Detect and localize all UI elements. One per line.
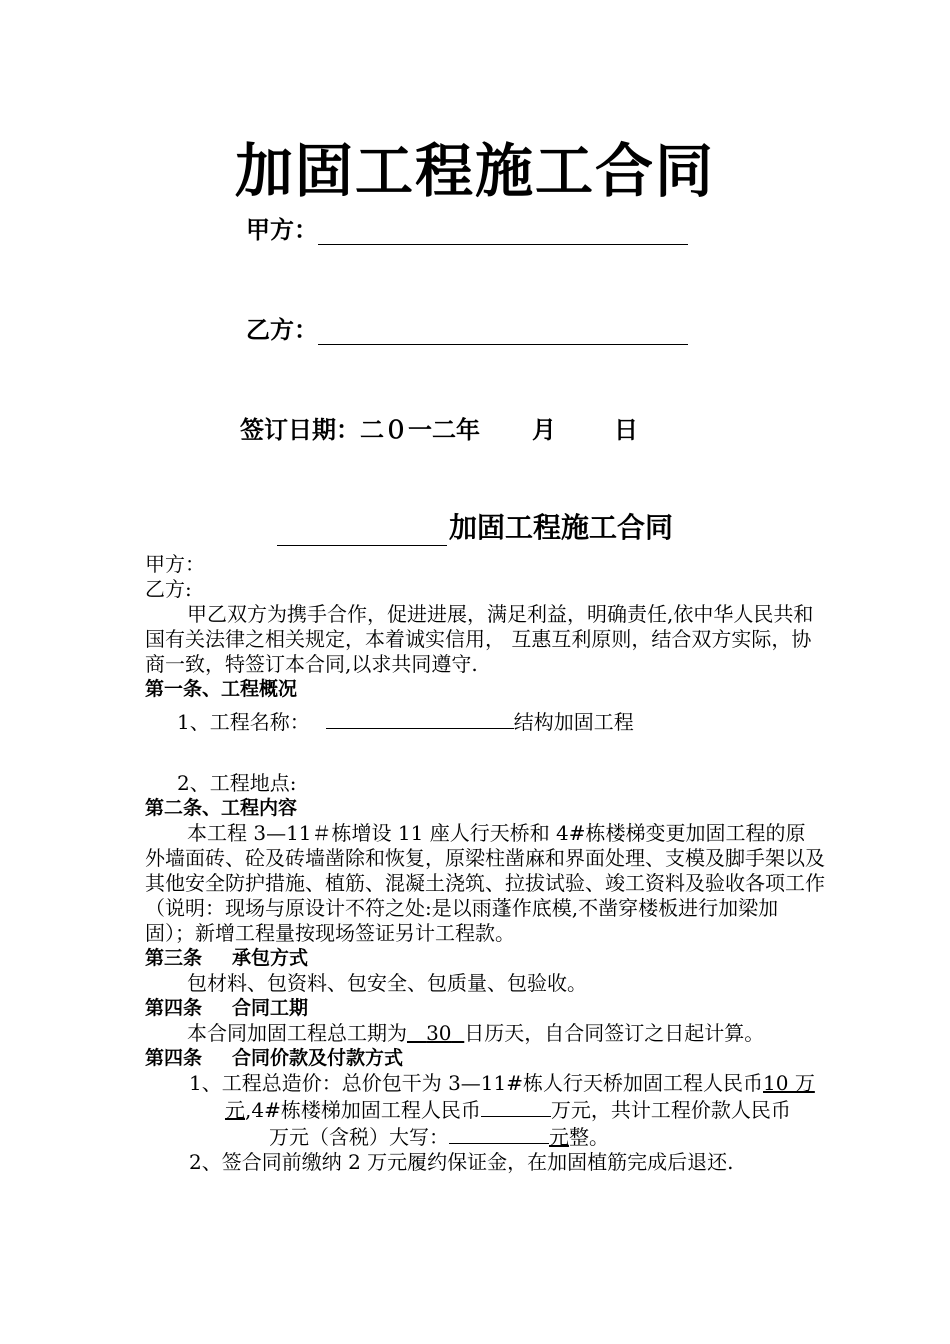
- sign-date-year: 二０一二年: [360, 416, 480, 444]
- contract-body: [145, 552, 825, 1175]
- cover-title: 加固工程施工合同: [234, 137, 715, 205]
- contract-title: 加固工程施工合同: [0, 506, 950, 546]
- article-4-title: 第四条 合同工期: [145, 997, 309, 1019]
- duration-days: 30: [426, 1021, 452, 1045]
- stair-amount-input[interactable]: [481, 1096, 551, 1117]
- party-a-blank[interactable]: [318, 218, 688, 245]
- party-b-line: 乙方:: [145, 577, 192, 601]
- project-name-line: 1、工程名称： 结构加固工程: [177, 710, 634, 734]
- party-a-field: [246, 210, 688, 245]
- article-1-title: 第一条、工程概况: [145, 678, 298, 700]
- payment-total: 1、工程总造价：总价包干为 3—11#栋人行天桥加固工程人民币10 万元,4#栋楼梯加固工程人民币 万元，共计工程价款人民币万元（含税）大写： 元整。: [189, 1071, 815, 1149]
- amount-words-input[interactable]: [449, 1123, 549, 1144]
- article-2-title: 第二条、工程内容: [145, 797, 298, 819]
- article-5-title: 第四条 合同价款及付款方式: [145, 1047, 404, 1069]
- party-b-field: [246, 310, 688, 345]
- party-b-blank[interactable]: [318, 318, 688, 345]
- project-location-line: 2、工程地点:: [177, 771, 297, 795]
- party-a-line: 甲方：: [145, 552, 205, 576]
- preamble: 甲乙双方为携手合作，促进进展，满足利益，明确责任,依中华人民共和国有关法律之相关规定，本着诚实信用， 互惠互利原则，结合双方实际，协商一致，特签订本合同,以求共同遵守.: [145, 602, 814, 676]
- article-3-text: 包材料、包资料、包安全、包质量、包验收。: [187, 971, 587, 995]
- article-3-title: 第三条 承包方式: [145, 947, 309, 969]
- sign-date-day: 日: [614, 416, 638, 444]
- payment-deposit: 2、签合同前缴纳 2 万元履约保证金，在加固植筋完成后退还.: [189, 1150, 734, 1174]
- sign-date-field: [240, 410, 638, 445]
- project-name-input[interactable]: [326, 708, 514, 729]
- article-4-text: 本合同加固工程总工期为 30 日历天，自合同签订之日起计算。: [187, 1021, 765, 1045]
- party-a-label: 甲方：: [246, 216, 318, 244]
- sign-date-month: 月: [532, 416, 556, 444]
- project-name-blank[interactable]: [277, 515, 447, 546]
- bridge-amount: 10 万元: [225, 1071, 815, 1122]
- sign-date-label: 签订日期：: [240, 416, 360, 444]
- article-2-text: 本工程 3—11＃栋增设 11 座人行天桥和 4#栋楼梯变更加固工程的原外墙面砖、砼及砖墙凿除和恢复，原梁柱凿麻和界面处理、支模及脚手架以及其他安全防护措施、植筋、混凝土浇筑、拉拔试验、竣工资料及验收各项工作（说明：现场与原设计不符之处:是以雨蓬作底模,不凿穿楼板进行加梁加固）；新增工程量按现场签证另计工程款。: [145, 821, 825, 945]
- party-b-label: 乙方：: [246, 316, 318, 344]
